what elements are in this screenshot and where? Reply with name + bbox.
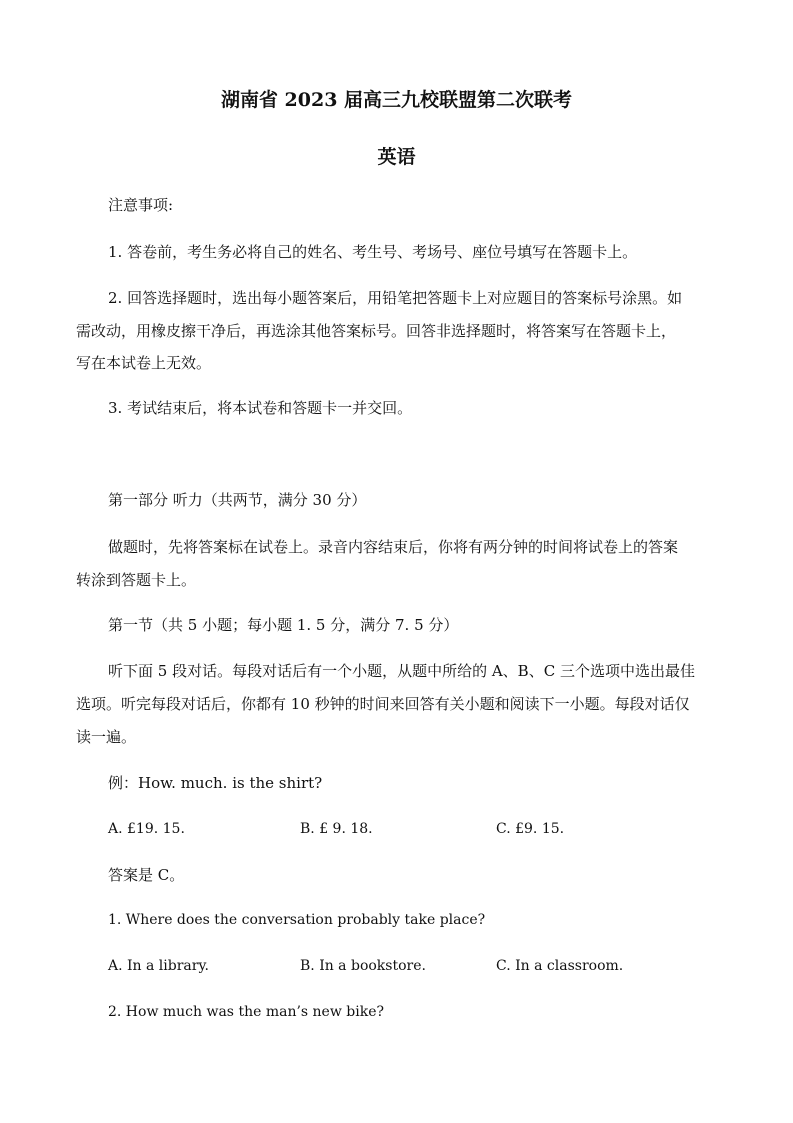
exam-title: 湖南省 2023 届高三九校联盟第二次联考 <box>220 89 573 111</box>
question-2-text: 2. How much was the man’s new bike? <box>108 1004 384 1020</box>
notice-heading: 注意事项: <box>108 196 174 214</box>
example-option-b: B. £ 9. 18. <box>300 821 373 837</box>
question-1-option-b: B. In a bookstore. <box>300 958 426 974</box>
section1-heading: 第一节（共 5 小题；每小题 1. 5 分，满分 7. 5 分） <box>108 616 459 634</box>
example-option-c: C. £9. 15. <box>496 821 565 837</box>
example-answer: 答案是 C。 <box>108 866 185 884</box>
notice-item-3: 3. 考试结束后，将本试卷和答题卡一并交回。 <box>108 399 413 417</box>
section1-line-2: 选项。听完每段对话后，你都有 10 秒钟的时间来回答有关小题和阅读下一小题。每段对话仅 <box>76 695 690 713</box>
notice-item-1: 1. 答卷前，考生务必将自己的姓名、考生号、考场号、座位号填写在答题卡上。 <box>108 243 638 261</box>
notice-item-2-line-2: 需改动，用橡皮擦干净后，再选涂其他答案标号。回答非选择题时，将答案写在答题卡上， <box>76 322 677 340</box>
question-1-text: 1. Where does the conversation probably take place? <box>108 912 486 928</box>
notice-item-2-line-3: 写在本试卷上无效。 <box>76 354 212 372</box>
part1-intro-line-2: 转涂到答题卡上。 <box>76 571 197 589</box>
example-option-a: A. £19. 15. <box>108 821 185 837</box>
example-question: 例：How. much. is the shirt? <box>108 774 323 792</box>
section1-line-3: 读一遍。 <box>76 728 137 746</box>
notice-item-2-line-1: 2. 回答选择题时，选出每小题答案后，用铅笔把答题卡上对应题目的答案标号涂黑。如 <box>108 289 683 307</box>
subject-title: 英语 <box>377 146 416 168</box>
question-1-option-c: C. In a classroom. <box>496 958 624 974</box>
part1-heading: 第一部分 听力（共两节，满分 30 分） <box>108 491 367 509</box>
question-1-option-a: A. In a library. <box>108 958 209 974</box>
section1-line-1: 听下面 5 段对话。每段对话后有一个小题，从题中所给的 A、B、C 三个选项中选出最佳 <box>108 662 695 680</box>
part1-intro-line-1: 做题时，先将答案标在试卷上。录音内容结束后，你将有两分钟的时间将试卷上的答案 <box>108 538 679 556</box>
